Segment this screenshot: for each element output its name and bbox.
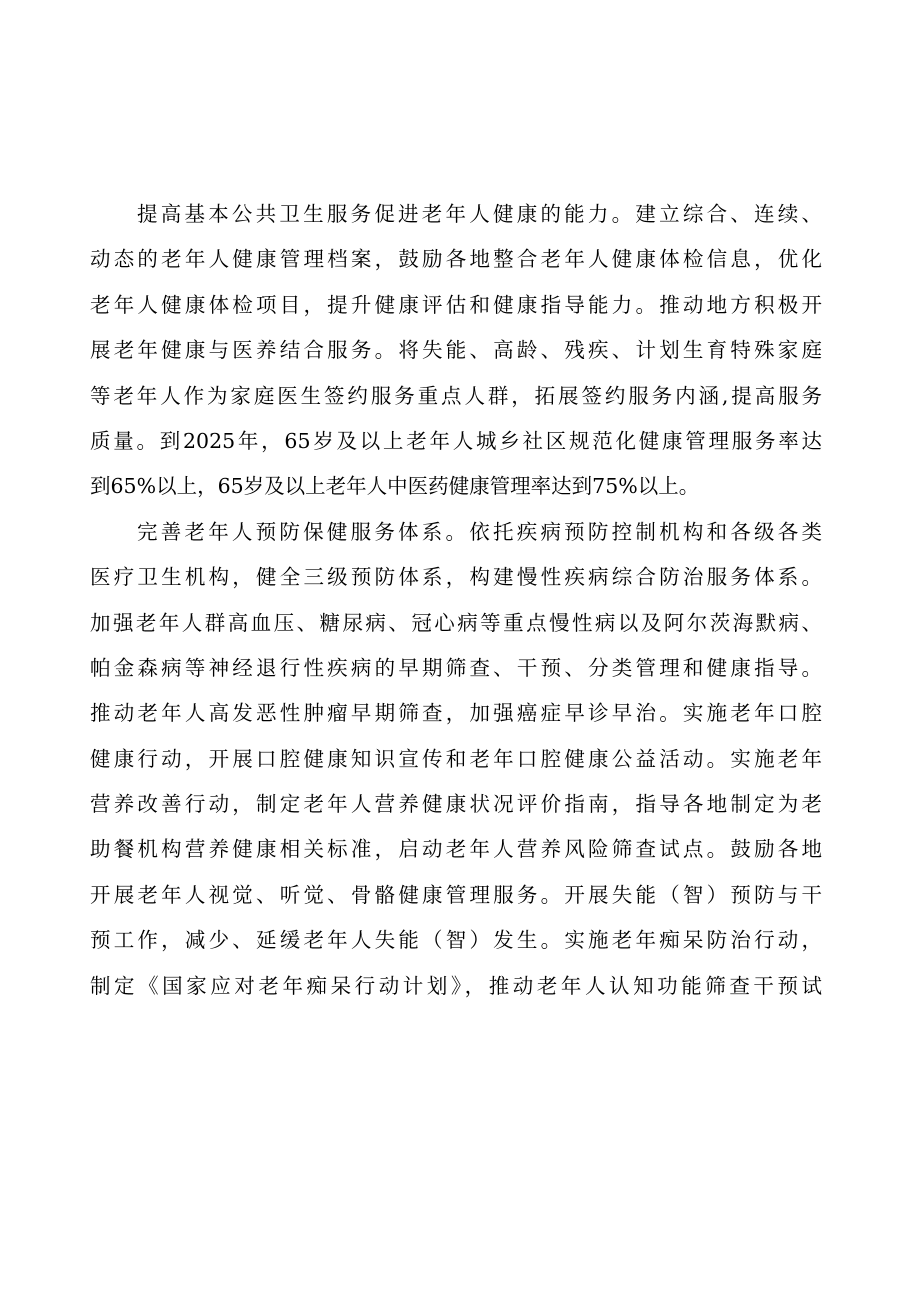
document-body: [90, 192, 822, 1009]
text-line: 开展老年人视觉、听觉、骨骼健康管理服务。开展失能（智）预防与干: [90, 882, 822, 907]
text-line: 健康行动，开展口腔健康知识宣传和老年口腔健康公益活动。实施老年: [90, 746, 822, 771]
text-line: 等老年人作为家庭医生签约服务重点人群，拓展签约服务内涵,提高服务: [90, 383, 822, 408]
text-line: 老年人健康体检项目，提升健康评估和健康指导能力。推动地方积极开: [90, 292, 822, 317]
paragraph-2: [90, 510, 822, 1009]
paragraph-1: [90, 192, 822, 510]
text-line: 动态的老年人健康管理档案，鼓励各地整合老年人健康体检信息，优化: [90, 247, 822, 272]
text-line: 完善老年人预防保健服务体系。依托疾病预防控制机构和各级各类: [137, 519, 822, 544]
text-line: 医疗卫生机构，健全三级预防体系，构建慢性疾病综合防治服务体系。: [90, 565, 822, 590]
text-line: 加强老年人群高血压、糖尿病、冠心病等重点慢性病以及阿尔茨海默病、: [90, 610, 822, 635]
text-line: 制定《国家应对老年痴呆行动计划》，推动老年人认知功能筛查干预试: [90, 973, 822, 998]
text-line: 营养改善行动，制定老年人营养健康状况评价指南，指导各地制定为老: [90, 792, 822, 817]
text-line: 提高基本公共卫生服务促进老年人健康的能力。建立综合、连续、: [137, 202, 822, 226]
text-line: 帕金森病等神经退行性疾病的早期筛查、干预、分类管理和健康指导。: [90, 655, 822, 680]
text-line: 质量。到2025年，65岁及以上老年人城乡社区规范化健康管理服务率达: [90, 428, 822, 453]
text-line: 推动老年人高发恶性肿瘤早期筛查，加强癌症早诊早治。实施老年口腔: [90, 701, 822, 726]
text-line: 展老年健康与医养结合服务。将失能、高龄、残疾、计划生育特殊家庭: [90, 338, 822, 363]
text-line: 预工作，减少、延缓老年人失能（智）发生。实施老年痴呆防治行动，: [90, 928, 822, 953]
text-line: 助餐机构营养健康相关标准，启动老年人营养风险筛查试点。鼓励各地: [90, 837, 822, 862]
text-line: 到65%以上，65岁及以上老年人中医药健康管理率达到75%以上。: [90, 474, 700, 499]
